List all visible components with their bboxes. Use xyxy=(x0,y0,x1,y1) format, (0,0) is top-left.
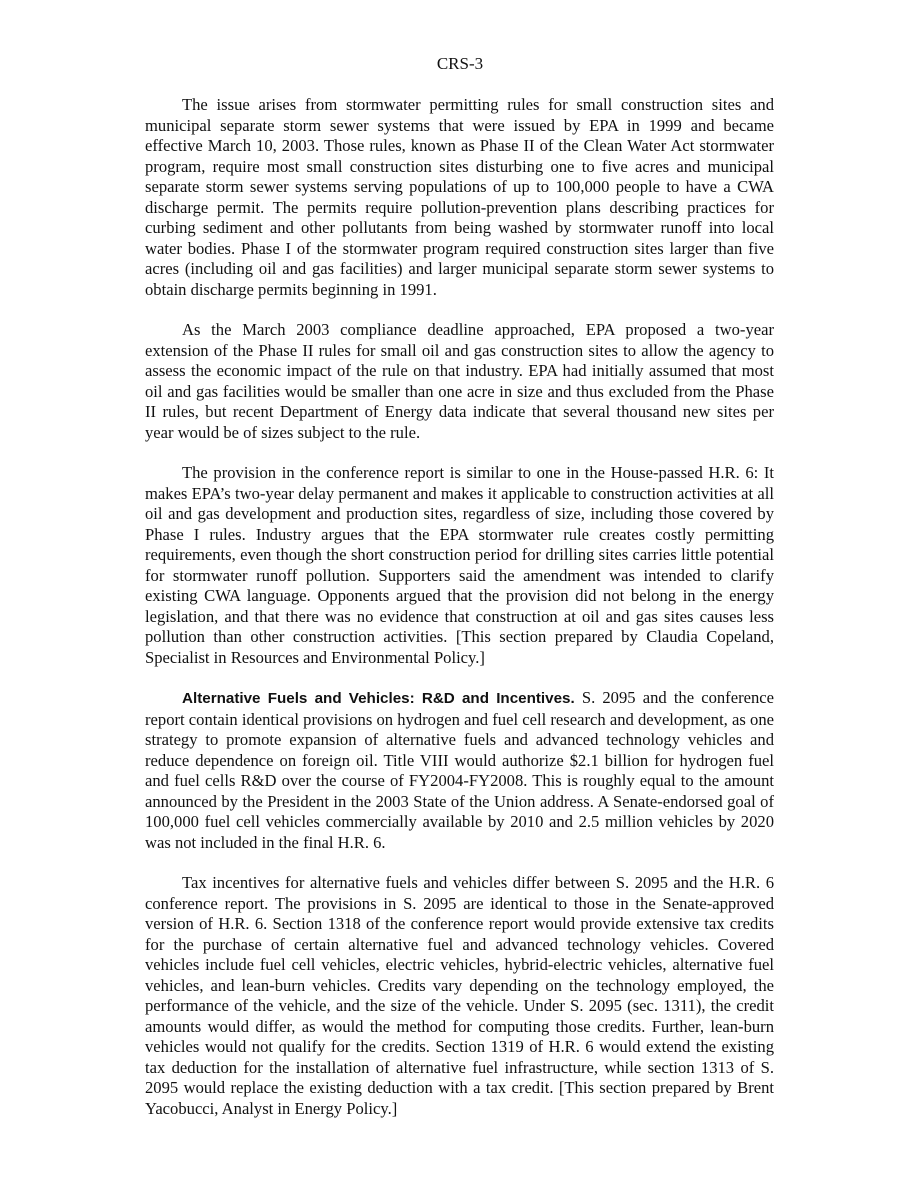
paragraph-tax-incentives: Tax incentives for alternative fuels and vehicles differ between S. 2095 and the H.R. 6 conference report. The provisions in S. 2095 are identical to those in the Senate-approved version of H.R. 6. Section 1318 of the conference report would provide extensive tax credits for the purchase of certain alternative fuel and advanced technology vehicles. Covered vehicles include fuel cell vehicles, electric vehicles, hybrid-electric vehicles, alternative fuel vehicles, and lean-burn vehicles. Credits vary depending on the technology employed, the performance of the vehicle, and the size of the vehicle. Under S. 2095 (sec. 1311), the credit amounts would differ, as would the method for computing those credits. Further, lean-burn vehicles would not qualify for the credits. Section 1319 of H.R. 6 would extend the existing tax deduction for the installation of alternative fuel infrastructure, while section 1313 of S. 2095 would replace the existing deduction with a tax credit. [This section prepared by Brent Yacobucci, Analyst in Energy Policy.] xyxy=(145,873,774,1118)
paragraph-stormwater-rules: The issue arises from stormwater permitting rules for small construction sites and municipal separate storm sewer systems that were issued by EPA in 1999 and became effective March 10, 2003. Those rules, known as Phase II of the Clean Water Act stormwater program, require most small construction sites disturbing one to five acres and municipal separate storm sewer systems serving populations of up to 100,000 people to have a CWA discharge permit. The permits require pollution-prevention plans describing practices for curbing sediment and other pollutants from being washed by stormwater runoff into local water bodies. Phase I of the stormwater program required construction sites larger than five acres (including oil and gas facilities) and larger municipal separate storm sewer systems to obtain discharge permits beginning in 1991. xyxy=(145,95,774,299)
section-heading-alternative-fuels: Alternative Fuels and Vehicles: R&D and Incentives. xyxy=(182,690,575,707)
paragraph-conference-provision: The provision in the conference report is similar to one in the House-passed H.R. 6: It makes EPA’s two-year delay permanent and makes it applicable to construction activities at all oil and gas development and production sites, regardless of size, including those covered by Phase I rules. Industry argues that the EPA stormwater rule creates costly permitting requirements, even though the short construction period for drilling sites carries little potential for stormwater runoff pollution. Supporters said the amendment was intended to clarify existing CWA language. Opponents argued that the provision did not belong in the energy legislation, and that there was no evidence that construction at oil and gas sites causes less pollution than other construction activities. [This section prepared by Claudia Copeland, Specialist in Resources and Environmental Policy.] xyxy=(145,463,774,667)
paragraph-compliance-deadline: As the March 2003 compliance deadline approached, EPA proposed a two-year extension of the Phase II rules for small oil and gas construction sites to allow the agency to assess the economic impact of the rule on that industry. EPA had initially assumed that most oil and gas facilities would be smaller than one acre in size and thus excluded from the Phase II rules, but recent Department of Energy data indicate that several thousand new sites per year would be of sizes subject to the rule. xyxy=(145,320,774,442)
document-body xyxy=(145,95,774,1139)
page-number-header: CRS-3 xyxy=(436,54,484,73)
paragraph-alternative-fuels-body: S. 2095 and the conference report contain identical provisions on hydrogen and fuel cell research and development, as one strategy to promote expansion of alternative fuels and advanced technology vehicles and reduce dependence on foreign oil. Title VIII would authorize $2.1 billion for hydrogen fuel and fuel cells R&D over the course of FY2004-FY2008. This is roughly equal to the amount announced by the President in the 2003 State of the Union address. A Senate-endorsed goal of 100,000 fuel cell vehicles commercially available by 2010 and 2.5 million vehicles by 2020 was not included in the final H.R. 6. xyxy=(145,688,774,852)
paragraph-alternative-fuels xyxy=(145,688,774,853)
